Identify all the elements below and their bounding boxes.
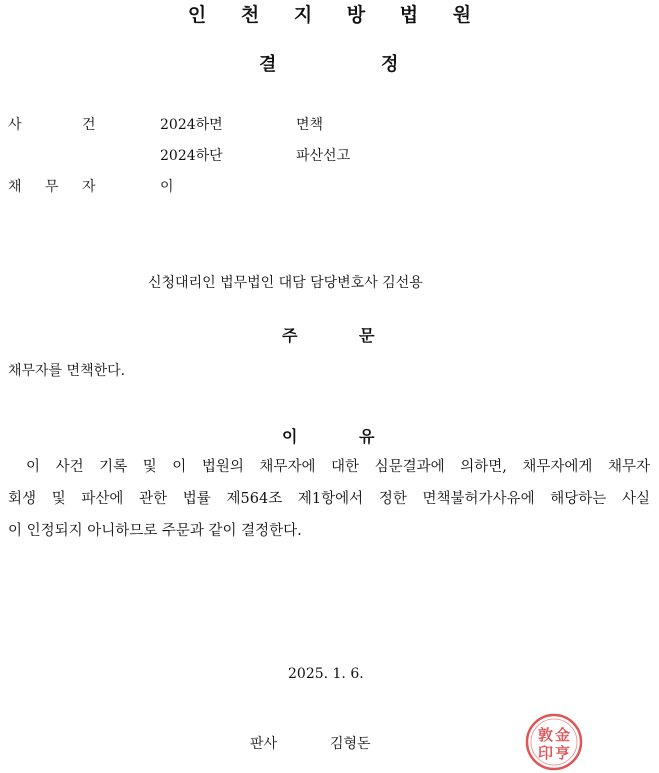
court-title: 인 천 지 방 법 원 xyxy=(187,4,486,26)
decision-date: 2025. 1. 6. xyxy=(288,666,364,682)
seal-char: 亨 xyxy=(555,744,571,762)
reason-paragraph-line: 이 인정되지 아니하므로 주문과 같이 결정한다. xyxy=(8,523,302,539)
reason-heading-char-1: 이 xyxy=(282,427,298,446)
seal-char: 印 xyxy=(538,744,554,762)
debtor-name: 이 xyxy=(160,179,174,195)
debtor-label-char-2: 무 xyxy=(45,179,59,195)
ruling-heading-char-1: 주 xyxy=(282,326,298,345)
reason-heading-char-2: 유 xyxy=(359,427,375,446)
debtor-label-char-3: 자 xyxy=(82,179,96,195)
case-name: 파산선고 xyxy=(296,148,351,164)
official-seal-icon xyxy=(524,712,584,772)
reason-paragraph-line: 이 사건 기록 및 이 법원의 채무자에 대한 심문결과에 의하면, 채무자에게 채무자 xyxy=(26,459,650,475)
case-label-char-1: 사 xyxy=(8,117,22,133)
case-label-char-2: 건 xyxy=(82,117,96,133)
judge-name: 김형돈 xyxy=(330,736,371,752)
judge-label: 판사 xyxy=(250,736,278,752)
seal-char: 金 xyxy=(555,726,571,744)
case-number: 2024하단 xyxy=(160,148,223,164)
seal-char: 敦 xyxy=(538,726,554,744)
ruling-heading-char-2: 문 xyxy=(359,326,375,345)
decision-title-char-2: 정 xyxy=(381,54,399,75)
case-number: 2024하면 xyxy=(160,117,223,133)
ruling-text: 채무자를 면책한다. xyxy=(8,363,126,379)
case-name: 면책 xyxy=(296,117,324,133)
reason-paragraph-line: 회생 및 파산에 관한 법률 제564조 제1항에서 정한 면책불허가사유에 해당하는 사실 xyxy=(8,491,650,507)
decision-title-char-1: 결 xyxy=(259,54,277,75)
attorney-line: 신청대리인 법무법인 대담 담당변호사 김선용 xyxy=(148,275,423,291)
debtor-label-char-1: 채 xyxy=(8,179,22,195)
